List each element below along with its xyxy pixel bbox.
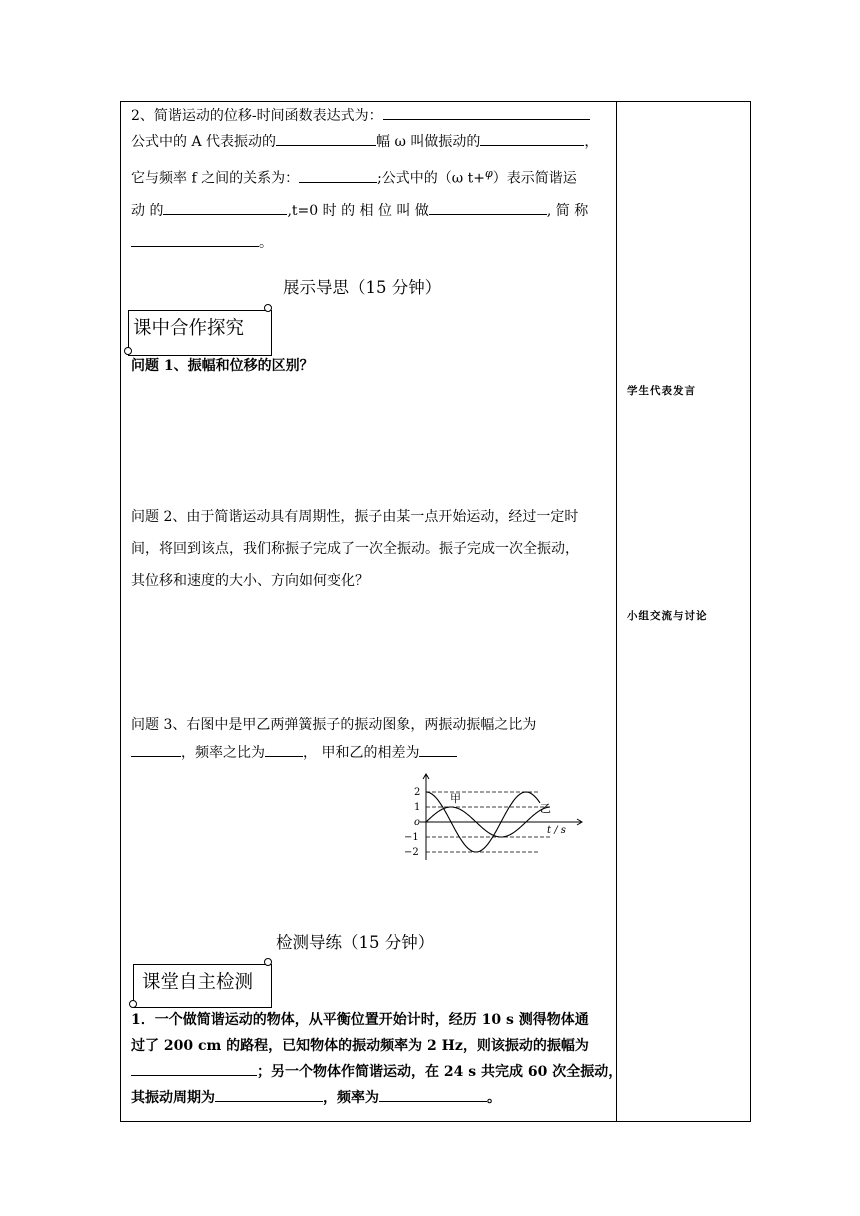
scroll-curl	[264, 958, 272, 966]
phi-symbol: φ	[485, 167, 493, 180]
scroll-curl	[264, 304, 272, 312]
box-title-self-test: 课堂自主检测	[142, 972, 254, 993]
column-divider	[616, 101, 617, 1122]
blank-abbrev[interactable]	[131, 232, 259, 247]
blank-ex1-period[interactable]	[215, 1087, 323, 1102]
scroll-box-cooperation	[128, 310, 272, 356]
blank-formula[interactable]	[383, 105, 590, 120]
blank-phase-difference[interactable]	[419, 742, 457, 757]
section-2-text	[131, 104, 611, 255]
y-tick-label: −2	[404, 847, 419, 858]
phase-line: 动 的 ,t=0 时 的 相 位 叫 做 , 简 称	[131, 199, 611, 223]
label-yi: 乙	[540, 802, 551, 815]
blank-amplitude[interactable]	[276, 131, 376, 146]
vibration-graph	[392, 770, 590, 862]
y-tick-label: o	[414, 817, 421, 828]
section-heading-test: 检测导练（15 分钟）	[276, 933, 435, 952]
blank-frequency-ratio[interactable]	[265, 742, 303, 757]
blank-ex1-frequency[interactable]	[379, 1087, 487, 1102]
scroll-box-self-test	[133, 964, 272, 1008]
blank-ex1-amplitude[interactable]	[131, 1061, 257, 1076]
blank-initial-phase[interactable]	[429, 200, 547, 215]
y-tick-label: −1	[404, 832, 419, 843]
question-2: 问题 2、由于简谐运动具有周期性，振子由某一点开始运动，经过一定时 间，将回到该点，我们称振子完成了一次全振动。振子完成一次全振动， 其位移和速度的大小、方向如何变化？	[131, 509, 579, 589]
label-jia: 甲	[450, 792, 461, 805]
side-note-student-speech: 学生代表发言	[627, 385, 696, 397]
x-axis-label: t / s	[547, 825, 566, 836]
formula-line	[131, 104, 611, 128]
abbrev-line: 。	[131, 231, 611, 255]
blank-phase[interactable]	[163, 200, 287, 215]
formula-prompt: 2、简谐运动的位移-时间函数表达式为：	[131, 108, 383, 124]
blank-relation[interactable]	[299, 168, 377, 183]
question-3: 问题 3、右图中是甲乙两弹簧振子的振动图象，两振动振幅之比为 ，频率之比为 ， 甲和乙的相差为	[131, 717, 537, 761]
blank-omega[interactable]	[480, 131, 584, 146]
section-heading-display: 展示导思（15 分钟）	[283, 278, 442, 297]
blank-amplitude-ratio[interactable]	[131, 742, 181, 757]
y-tick-label: 2	[414, 787, 421, 798]
amplitude-line: 公式中的 A 代表振动的 幅 ω 叫做振动的 ，	[131, 130, 611, 154]
exercise-1: 1．一个做简谐运动的物体，从平衡位置开始计时，经历 10 s 测得物体通 过了 200 cm 的路程，已知物体的振动频率为 2 Hz，则该振动的振幅为 ；另一个物体作简谐运动，在 24 s 共完成 60 次全振动， 其振动周期为 ，频率为 。	[131, 1012, 623, 1106]
frequency-line: 它与频率 f 之间的关系为： ;公式中的（ω t+$^\varphi$）表示简谐运	[131, 167, 577, 187]
y-tick-label: 1	[414, 802, 421, 813]
box-title-cooperation: 课中合作探究	[133, 318, 245, 339]
question-1: 问题 1、振幅和位移的区别？	[131, 358, 314, 374]
side-note-group-discussion: 小组交流与讨论	[627, 610, 708, 622]
